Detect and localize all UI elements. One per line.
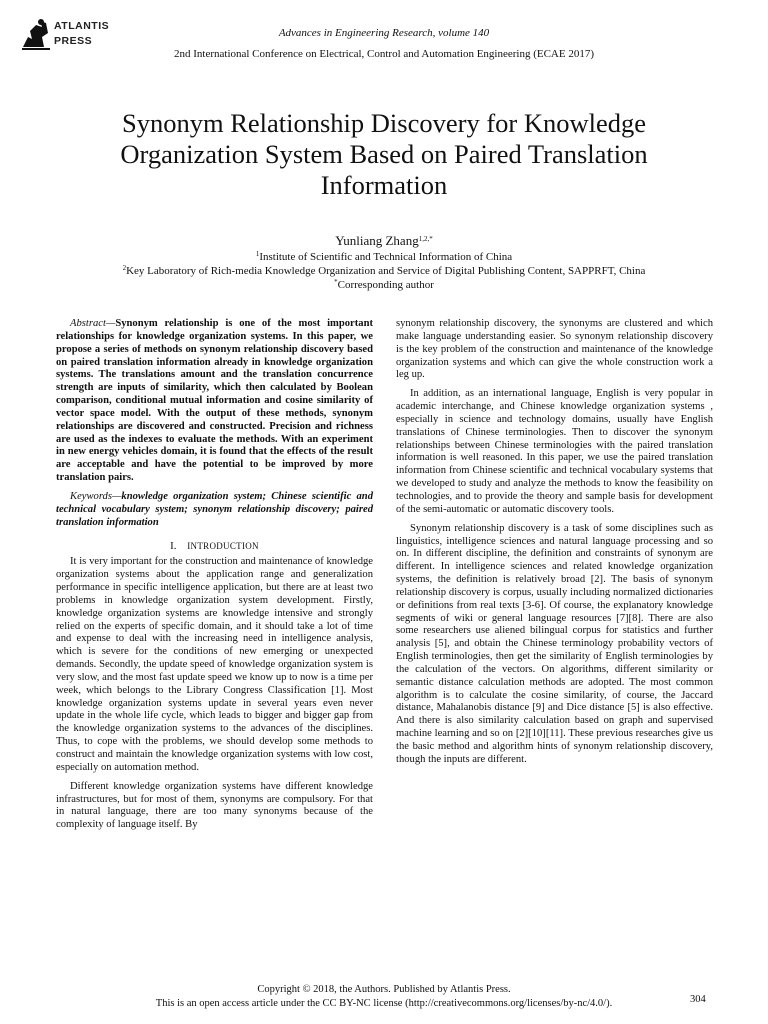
footer-copyright: Copyright © 2018, the Authors. Published by Atlantis Press. [257,984,511,995]
body-paragraph: It is very important for the construction and maintenance of knowledge organization systems about the application range and generalization performance in specific intelligence application, but there are at least two problems in knowledge organization system development. Firstly, knowledge organization systems are knowledge intensive and strongly relied on the experts of specific domain, and it should take a lot of time and expense to deal with the increasing need in intelligence analysis, which is severe for the conditions of new emerging or unexpected demands. Secondly, the update speed of knowledge organization system is very slow, and the most fast update speed we know up to now is a time per week, which belongs to the Library Congress Classification [1]. Most knowledge organization systems update in several years even never update in the whole life cycle, which leads to bigger and bigger gap from the knowledge organization systems to the advances of the disciplines. Thus, to cope with the problems, we should develop some methods to construct and maintain the knowledge organization systems with low cost, especially on automation method. [56,556,373,773]
corresponding-author [0,278,768,292]
body-paragraph: In addition, as an international language, English is very popular in academic interchange, and Chinese knowledge organization systems , especially in science and technology domains, usually have English translations of Chinese terminologies. Then to discover the synonym relationships between Chinese terminologies with the paired translation information is well reasoned. In this paper, we use the paired translation information from Chinese scientific and technical vocabulary systems that we developed to study and analyze the methods to know the feasibility on technologies, and to provide the theory and sample basis for development of the semi-automatic or automatic discovery tools. [396,388,713,515]
journal-line: Advances in Engineering Research, volume 140 [278,27,490,39]
publisher-name-line1: ATLANTIS [54,20,110,32]
footer-license: This is an open access article under the CC BY-NC license (http://creativecommons.org/licenses/by-nc/4.0/). [155,998,613,1009]
keywords-text: knowledge organization system; Chinese scientific and technical vocabulary system; synonym relationship discovery; paired translation information [56,490,373,528]
keywords-label: Keywords— [70,490,122,502]
affiliation-2-superscript: 2 [122,264,127,272]
keywords-paragraph [56,491,373,530]
affiliation-1-superscript: 1 [255,250,260,258]
left-column [56,318,373,838]
author-line [0,233,768,249]
paper-title: Synonym Relationship Discovery for Knowledge Organization System Based on Paired Translation Information [120,108,648,200]
affiliation-2 [0,264,768,278]
author-superscript: 1,2,* [418,235,433,243]
abstract-label: Abstract— [70,318,116,329]
publisher-name-line2: PRESS [54,35,93,47]
abstract-text: Synonym relationship is one of the most important relationships for knowledge organization systems. In this paper, we propose a series of methods on synonym relationship discovery based on paired translation information already in knowledge organization systems. The translations amount and the translation concurrence strength are inputs of similarity, which then calculated by Boolean comparison, conditional mutual information and cosine similarity of vector space model. With the output of these methods, synonym relationships are discovered and constructed. Precision and richness are used as the indexes to evaluate the methods. With an experiment in new energy vehicles domain, it is found that the effects of the result are acceptable and have the potential to be improved by more translation pairs. [56,318,373,484]
body-paragraph: Different knowledge organization systems have different knowledge infrastructures, but for most of them, synonyms are compulsory. For that in natural language, there are too many synonyms because of the complexity of language itself. By [56,780,373,831]
conference-line: 2nd International Conference on Electrical, Control and Automation Engineering (ECAE 2017) [173,48,595,60]
body-paragraph: synonym relationship discovery, the synonyms are clustered and which make language understanding easier. So synonym relationship discovery is the key problem of the construction and maintenance of the knowledge organization systems and which can give the whole construction work a leg up. [396,318,713,381]
section-title: INTRODUCTION [187,540,259,551]
affiliation-1-text: Institute of Scientific and Technical Information of China [259,251,513,263]
affiliation-1 [0,250,768,264]
body-paragraph: Synonym relationship discovery is a task of some disciplines such as linguistics, intelligence sciences and natural language processing and so on. In different discipline, the definition and constraints of synonym are different. In intelligence sciences and related knowledge organization systems, the definition is relatively broad [2]. The basis of synonym relationship discovery is corpus, usually including normalized dictionaries or definitions from real texts [3-6]. Of course, the explanatory knowledge segments of wiki or general language resources [7][8]. There are also some researchers use aliened bilingual corpus for statistics and further analysis [5], and obtain the Chinese terminology probability vectors of English terminologies, then get the similarity of English terminologies by the calculation of the vectors. On algorithms, different similarity or semantic distance calculation methods are adopted. The most common algorithm is to calculate the cosine similarity, of course, the Jaccard distance, Mahalanobis distance [9] and Dice distance [5] is also effective. And there is also similarity calculation based on graph and supervised machine learning and so on [2][10][11]. These previous researches give us the basic method and algorithm hints of synonym relationship discovery, though the inputs are different. [396,522,713,765]
abstract-paragraph [56,318,373,485]
affiliation-2-text: Key Laboratory of Rich-media Knowledge Organization and Service of Digital Publishing Content, SAPPRFT, China [126,265,646,277]
section-heading-introduction [56,540,373,553]
corresponding-text: Corresponding author [337,279,434,291]
author-name: Yunliang Zhang [335,233,419,248]
corresponding-superscript: * [334,278,338,286]
page-number: 304 [690,994,706,1005]
section-number: I. [170,539,177,552]
right-column [396,318,713,773]
